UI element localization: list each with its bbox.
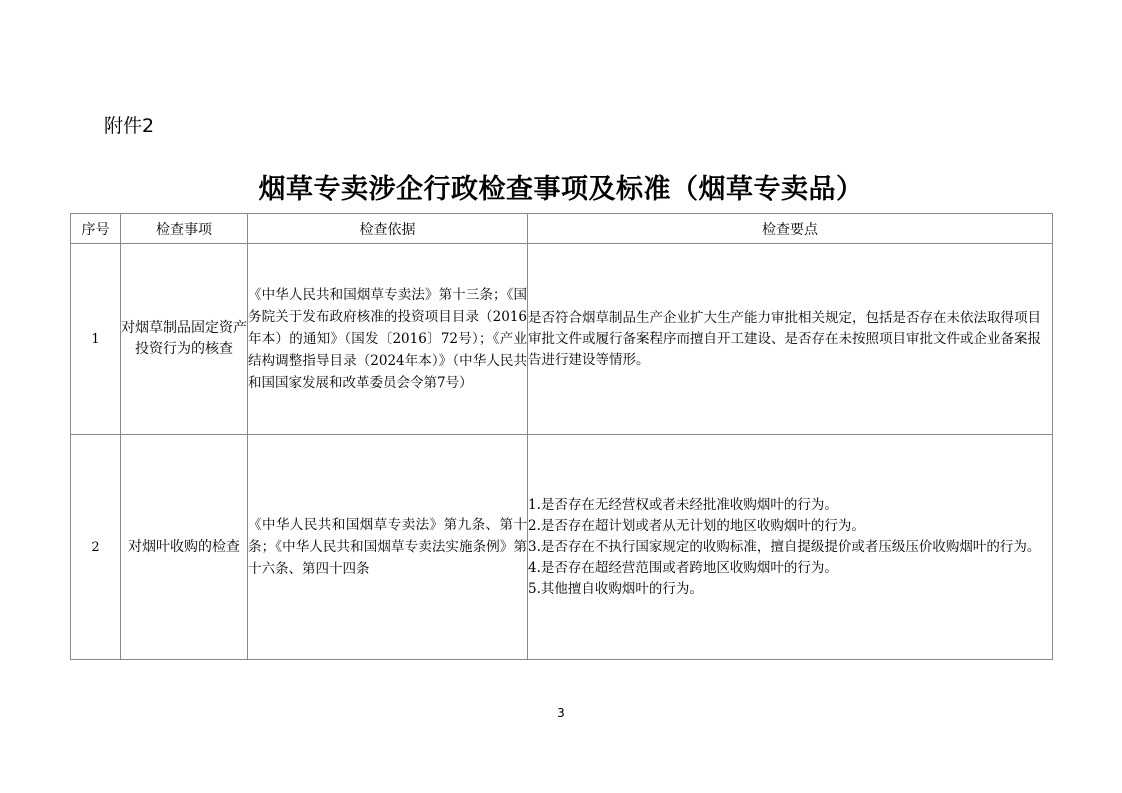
attachment-label: 附件2 [104, 115, 155, 137]
list-item: 4.是否存在超经营范围或者跨地区收购烟叶的行为。 [528, 559, 838, 576]
list-item: 3.是否存在不执行国家规定的收购标准，擅自提级提价或者压级压价收购烟叶的行为。 [528, 538, 1041, 555]
row-item: 对烟草制品固定资产投资行为的核查 [121, 244, 248, 435]
header-points: 检查要点 [528, 214, 1053, 244]
document-title: 烟草专卖涉企行政检查事项及标准（烟草专卖品） [258, 174, 864, 205]
page-number: 3 [557, 706, 565, 720]
list-item: 1.是否存在无经营权或者未经批准收购烟叶的行为。 [528, 496, 838, 513]
header-seq: 序号 [71, 214, 121, 244]
row-points [528, 435, 1053, 660]
inspection-table [70, 213, 1053, 660]
row-item: 对烟叶收购的检查 [121, 435, 248, 660]
table-row [71, 435, 1053, 660]
table-header-row [71, 214, 1053, 244]
row-seq: 2 [71, 435, 121, 660]
points-list [528, 495, 1052, 600]
row-basis: 《中华人民共和国烟草专卖法》第十三条；《国务院关于发布政府核准的投资项目目录（2016年本）的通知》（国发〔2016〕72号）；《产业结构调整指导目录（2024年本）》（中华人民共和国国家发展和改革委员会令第7号） [248, 244, 528, 435]
list-item: 2.是否存在超计划或者从无计划的地区收购烟叶的行为。 [528, 517, 865, 534]
list-item: 5.其他擅自收购烟叶的行为。 [528, 580, 703, 597]
header-item: 检查事项 [121, 214, 248, 244]
header-basis: 检查依据 [248, 214, 528, 244]
row-basis: 《中华人民共和国烟草专卖法》第九条、第十条；《中华人民共和国烟草专卖法实施条例》第十六条、第四十四条 [248, 435, 528, 660]
row-points: 是否符合烟草制品生产企业扩大生产能力审批相关规定，包括是否存在未依法取得项目审批文件或履行备案程序而擅自开工建设、是否存在未按照项目审批文件或企业备案报告进行建设等情形。 [528, 244, 1053, 435]
table-row [71, 244, 1053, 435]
row-seq: 1 [71, 244, 121, 435]
